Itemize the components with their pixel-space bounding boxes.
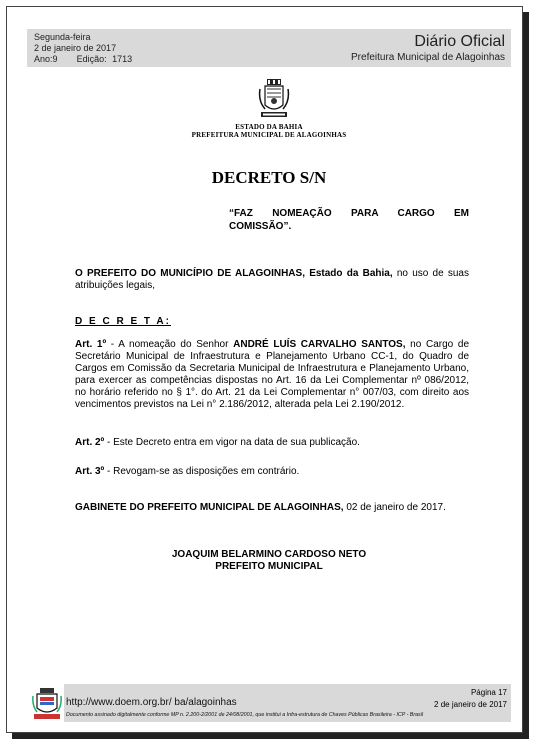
footer-url-link[interactable]: http://www.doem.org.br/ ba/alagoinhas bbox=[66, 697, 237, 708]
header-weekday: Segunda-feira bbox=[34, 32, 91, 42]
municipal-coat-of-arms-icon bbox=[32, 688, 62, 720]
art1-pre: - A nomeação do Senhor bbox=[106, 339, 234, 350]
letterhead-state: ESTADO DA BAHIA bbox=[235, 123, 303, 131]
edition-label: Edição: bbox=[76, 54, 107, 64]
gazette-footer bbox=[64, 684, 511, 722]
preamble-bold: O PREFEITO DO MUNICÍPIO DE ALAGOINHAS, Estado da Bahia, bbox=[75, 268, 393, 279]
year-value: 9 bbox=[52, 54, 58, 64]
decreta-heading: D E C R E T A: bbox=[75, 316, 171, 327]
header-brand bbox=[351, 32, 505, 64]
ementa-line-2: COMISSÃO”. bbox=[229, 221, 292, 232]
year-label: Ano: bbox=[34, 54, 53, 64]
signer-title: PREFEITO MUNICIPAL bbox=[215, 561, 323, 572]
art1-name: ANDRÉ LUÍS CARVALHO SANTOS, bbox=[233, 339, 406, 350]
decree-preamble bbox=[75, 268, 469, 292]
decree-title: DECRETO S/N bbox=[211, 168, 327, 187]
gazette-title: Diário Oficial bbox=[414, 33, 505, 50]
article-2 bbox=[75, 437, 469, 449]
gabinete-bold: GABINETE DO PREFEITO MUNICIPAL DE ALAGOINHAS, bbox=[75, 502, 344, 513]
header-year-edition bbox=[34, 54, 132, 65]
ementa-line-1: “FAZ NOMEAÇÃO PARA CARGO EM bbox=[229, 208, 469, 219]
art1-label: Art. 1º bbox=[75, 339, 107, 350]
footer-signature-note: Documento assinado digitalmente conforme MP n. 2.200-2/2001 de 24/08/2001, que institui a Infra-estrutura de Chaves Públicas Brasileira - ICP - Brasil bbox=[66, 712, 424, 718]
gazette-subtitle: Prefeitura Municipal de Alagoinhas bbox=[351, 52, 505, 63]
art2-label: Art. 2º bbox=[75, 437, 105, 448]
art3-rest: - Revogam-se as disposições em contrário. bbox=[104, 466, 300, 477]
page-shadow-bottom bbox=[12, 733, 529, 739]
header-date: 2 de janeiro de 2017 bbox=[34, 43, 117, 53]
article-1 bbox=[75, 339, 469, 411]
art3-label: Art. 3º bbox=[75, 466, 105, 477]
decree-ementa bbox=[229, 207, 469, 233]
gabinete-date: 02 de janeiro de 2017. bbox=[343, 502, 446, 513]
page-shadow-right bbox=[523, 12, 529, 739]
gazette-header bbox=[27, 29, 511, 67]
art1-rest: no Cargo de Secretário Municipal de Infraestrutura e Planejamento Urbano CC-1, do Quadro de Cargos em Comissão da Secretaria Municipal de Infraestrutura e Planejamento Urbano, para exercer as competências dispostas no Art. 16 da Lei Complementar nº 086/2012, no horário referido no § 1°. do Art. 21 da Lei Complementar n° 007/03, com direito aos vencimentos previstos na Lei n° 2.186/2012, alterada pela Lei 2.190/2012. bbox=[75, 339, 470, 410]
edition-value: 1713 bbox=[112, 54, 133, 64]
letterhead-prefeitura: PREFEITURA MUNICIPAL DE ALAGOINHAS bbox=[191, 131, 347, 139]
municipal-coat-of-arms-icon bbox=[258, 79, 290, 119]
header-meta bbox=[34, 32, 132, 65]
article-3 bbox=[75, 466, 469, 478]
preamble-rest: no uso de suas atribuições legais, bbox=[75, 268, 469, 291]
footer-date: 2 de janeiro de 2017 bbox=[434, 700, 507, 709]
gabinete-line bbox=[75, 502, 469, 514]
art2-rest: - Este Decreto entra em vigor na data de sua publicação. bbox=[104, 437, 360, 448]
signer-name: JOAQUIM BELARMINO CARDOSO NETO bbox=[171, 549, 367, 560]
footer-page-number: Página 17 bbox=[470, 688, 507, 697]
